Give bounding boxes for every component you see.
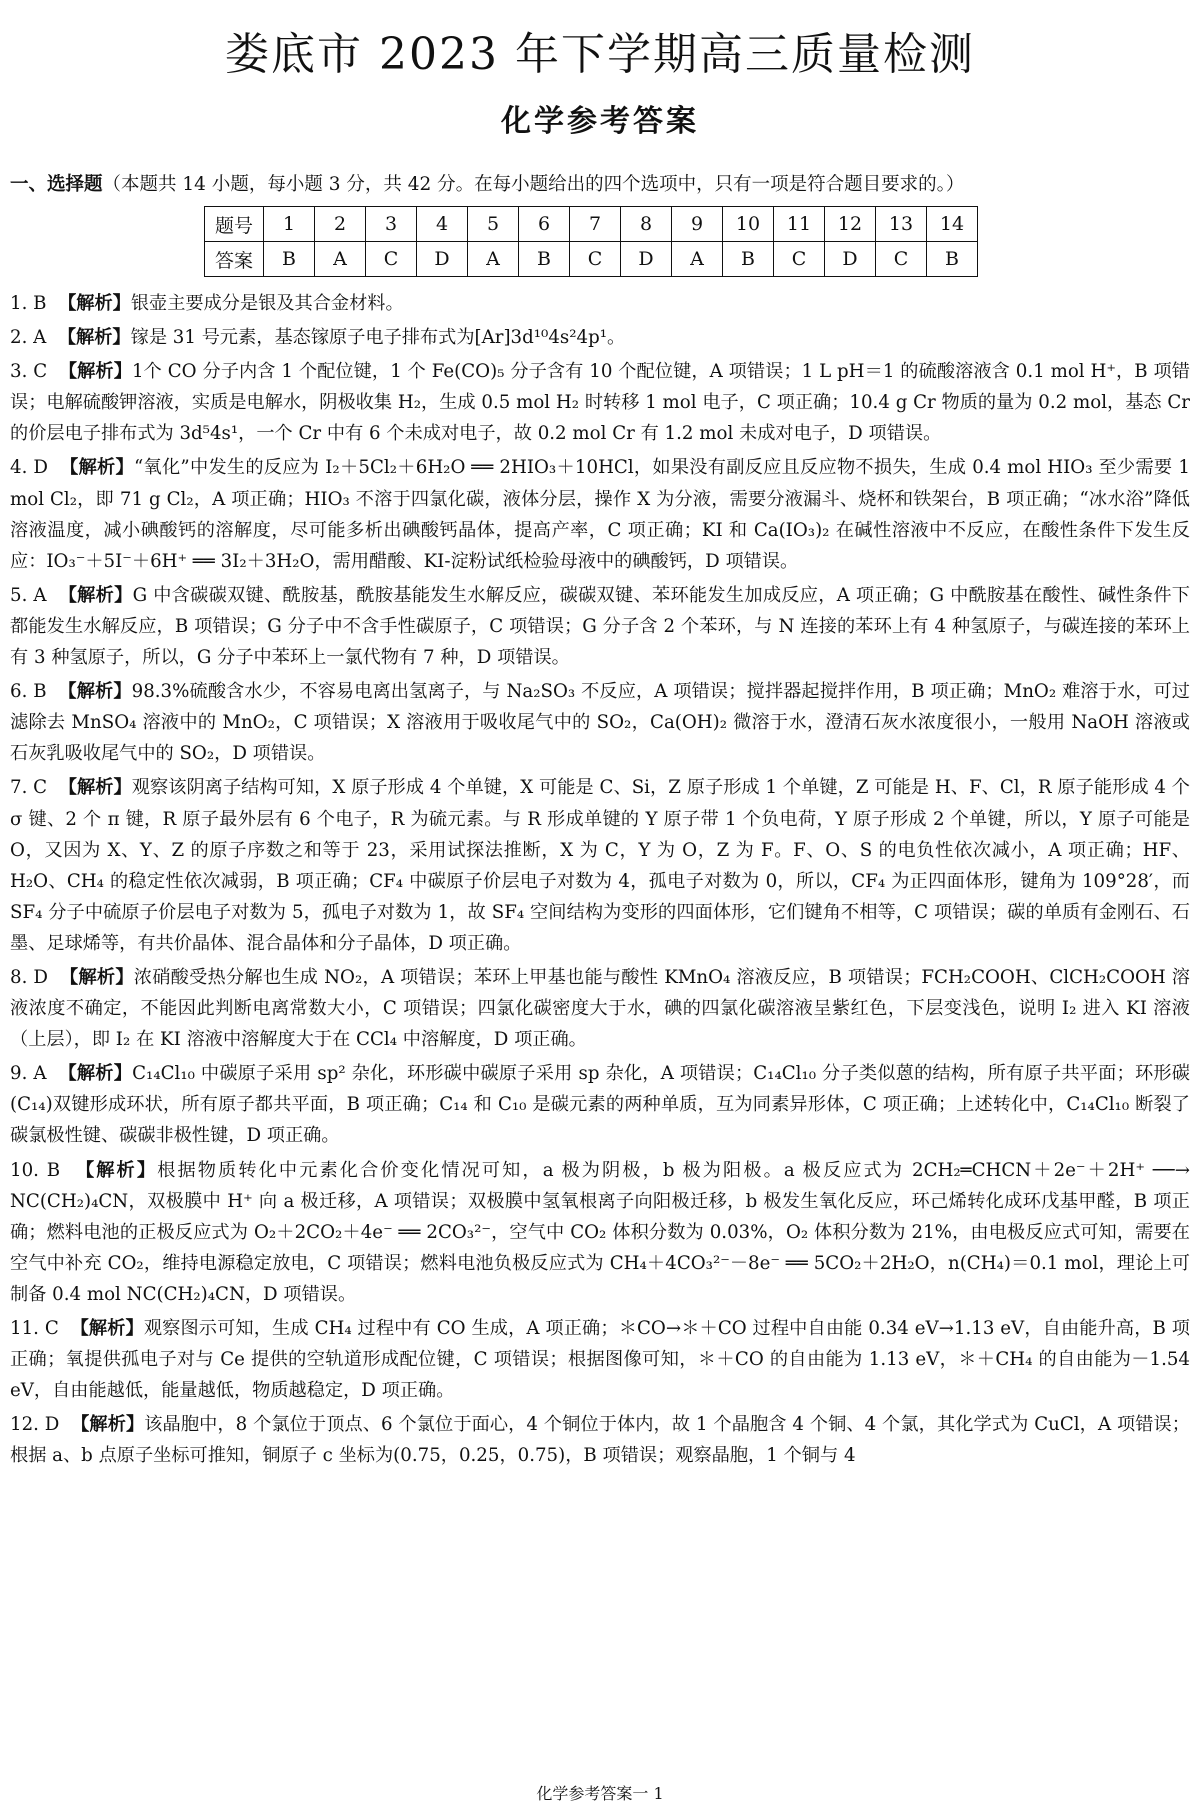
answer-letter: C xyxy=(366,242,417,277)
explanation-item xyxy=(10,962,1190,1055)
item-answer: 8. D xyxy=(10,966,48,988)
answer-letter: D xyxy=(825,242,876,277)
question-number: 5 xyxy=(468,207,519,242)
item-answer: 5. A xyxy=(10,584,47,606)
section-heading xyxy=(10,170,1190,196)
item-text: 根据物质转化中元素化合价变化情况可知，a 极为阴极，b 极为阳极。a 极反应式为 2CH₂═CHCN＋2e⁻＋2H⁺ ──→ NC(CH₂)₄CN，双极膜中 H⁺ 向 a 极迁移，A 项错误；双极膜中氢氧根离子向阳极迁移，b 极发生氧化反应，环己烯转化成环戊基甲醛，B 项正确；燃料电池的正极反应式为 O₂＋2CO₂＋4e⁻ ══ 2CO₃²⁻，空气中 CO₂ 体积分数为 0.03%，O₂ 体积分数为 21%，由电极反应式可知，需要在空气中补充 CO₂，维持电源稳定放电，C 项错误；燃料电池负极反应式为 CH₄＋4CO₃²⁻－8e⁻ ══ 5CO₂＋2H₂O，n(CH₄)＝0.1 mol，理论上可制备 0.4 mol NC(CH₂)₄CN，D 项错误。 xyxy=(10,1159,1190,1305)
item-answer: 7. C xyxy=(10,777,48,799)
question-number: 8 xyxy=(621,207,672,242)
analysis-tag: 【解析】 xyxy=(60,457,134,479)
item-text: 银壶主要成分是银及其合金材料。 xyxy=(130,293,404,314)
row-label-number: 题号 xyxy=(205,207,264,242)
item-answer: 2. A xyxy=(10,327,47,349)
analysis-tag: 【解析】 xyxy=(60,966,134,988)
item-text: 观察该阴离子结构可知，X 原子形成 4 个单键，X 可能是 C、Si，Z 原子形成 1 个单键，Z 可能是 H、F、Cl，R 原子能形成 4 个 σ 键、2 个 π 键，R 原子最外层有 6 个电子，R 为硫元素。与 R 形成单键的 Y 原子带 1 个负电荷，Y 原子形成 2 个单键，所以，Y 原子可能是 O，又因为 X、Y、Z 的原子序数之和等于 23，采用试探法推断，X 为 C，Y 为 O，Z 为 F。F、O、S 的电负性依次减小，A 项正确；HF、H₂O、CH₄ 的稳定性依次减弱，B 项正确；CF₄ 中碳原子价层电子对数为 4，孤电子对数为 0，所以，CF₄ 为正四面体形，键角为 109°28′，而 SF₄ 分子中硫原子价层电子对数为 5，孤电子对数为 1，故 SF₄ 空间结构为变形的四面体形，它们键角不相等，C 项错误；碳的单质有金刚石、石墨、足球烯等，有共价晶体、混合晶体和分子晶体，D 项正确。 xyxy=(10,777,1190,954)
question-number: 13 xyxy=(876,207,927,242)
analysis-tag: 【解析】 xyxy=(57,327,131,349)
analysis-tag: 【解析】 xyxy=(58,293,131,314)
question-number: 4 xyxy=(417,207,468,242)
item-answer: 3. C xyxy=(10,361,48,383)
page-subtitle: 化学参考答案 xyxy=(501,104,699,139)
question-number: 3 xyxy=(366,207,417,242)
item-answer: 11. C xyxy=(10,1318,59,1339)
item-text: 该晶胞中，8 个氯位于顶点、6 个氯位于面心，4 个铜位于体内，故 1 个晶胞含 4 个铜、4 个氯，其化学式为 CuCl，A 项错误；根据 a、b 点原子坐标可推知，铜原子 c 坐标为(0.75，0.25，0.75)，B 项错误；观察晶胞，1 个铜与 4 xyxy=(10,1414,1190,1467)
answer-letter: D xyxy=(417,242,468,277)
explanation-item xyxy=(10,580,1190,673)
analysis-tag: 【解析】 xyxy=(58,1063,133,1085)
analysis-tag: 【解析】 xyxy=(70,1318,144,1339)
question-number: 9 xyxy=(672,207,723,242)
item-answer: 9. A xyxy=(10,1063,47,1085)
explanation-item xyxy=(10,772,1190,959)
item-text: “氧化”中发生的反应为 I₂＋5Cl₂＋6H₂O ══ 2HIO₃＋10HCl，如果没有副反应且反应物不损失，生成 0.4 mol HIO₃ 至少需要 1 mol Cl₂，即 71 g Cl₂，A 项正确；HIO₃ 不溶于四氯化碳，液体分层，操作 X 为分液，需要分液漏斗、烧杯和铁架台，B 项正确；“冰水浴”降低溶液温度，减小碘酸钙的溶解度，尽可能多析出碘酸钙晶体，提高产率，C 项正确；KI 和 Ca(IO₃)₂ 在碱性溶液中不反应，在酸性条件下发生反应：IO₃⁻＋5I⁻＋6H⁺ ══ 3I₂＋3H₂O，需用醋酸、KI-淀粉试纸检验母液中的碘酸钙，D 项错误。 xyxy=(10,457,1190,572)
answer-letter: C xyxy=(774,242,825,277)
item-answer: 6. B xyxy=(10,681,47,703)
section-title: 一、选择题 xyxy=(10,174,103,195)
answer-letter: B xyxy=(927,242,978,277)
analysis-tag: 【解析】 xyxy=(58,361,132,383)
item-answer: 10. B xyxy=(10,1159,61,1181)
answer-letter: B xyxy=(264,242,315,277)
item-text: 观察图示可知，生成 CH₄ 过程中有 CO 生成，A 项正确；＊CO→＊＋CO 过程中自由能 0.34 eV→1.13 eV，自由能升高，B 项正确；氧提供孤电子对与 Ce 提供的空轨道形成配位键，C 项错误；根据图像可知，＊＋CO 的自由能为 1.13 eV，＊＋CH₄ 的自由能为－1.54 eV，自由能越低，能量越低，物质越稳定，D 项正确。 xyxy=(10,1318,1190,1402)
answer-letter: C xyxy=(570,242,621,277)
item-text: C₁₄Cl₁₀ 中碳原子采用 sp² 杂化，环形碳中碳原子采用 sp 杂化，A 项错误；C₁₄Cl₁₀ 分子类似蒽的结构，所有原子共平面；环形碳(C₁₄)双键形成环状，所有原子都共平面，B 项正确；C₁₄ 和 C₁₀ 是碳元素的两种单质，互为同素异形体，C 项正确；上述转化中，C₁₄Cl₁₀ 断裂了碳氯极性键、碳碳非极性键，D 项正确。 xyxy=(10,1063,1190,1147)
page-footer: 化学参考答案一 1 xyxy=(536,1784,664,1803)
explanation-item xyxy=(10,356,1190,449)
answer-letter: A xyxy=(315,242,366,277)
question-number: 14 xyxy=(927,207,978,242)
question-number: 10 xyxy=(723,207,774,242)
question-number: 7 xyxy=(570,207,621,242)
analysis-tag: 【解析】 xyxy=(58,777,132,799)
analysis-tag: 【解析】 xyxy=(75,1159,158,1181)
question-number: 1 xyxy=(264,207,315,242)
item-answer: 1. B xyxy=(10,293,47,314)
item-text: 1个 CO 分子内含 1 个配位键，1 个 Fe(CO)₅ 分子含有 10 个配位键，A 项错误；1 L pH＝1 的硫酸溶液含 0.1 mol H⁺，B 项错误；电解硫酸钾溶液，实质是电解水，阴极收集 H₂，生成 0.5 mol H₂ 时转移 1 mol 电子，C 项正确；10.4 g Cr 物质的量为 0.2 mol，基态 Cr 的价层电子排布式为 3d⁵4s¹，一个 Cr 中有 6 个未成对电子，故 0.2 mol Cr 有 1.2 mol 未成对电子，D 项错误。 xyxy=(10,361,1190,445)
item-text: 镓是 31 号元素，基态镓原子电子排布式为[Ar]3d¹⁰4s²4p¹。 xyxy=(130,327,626,349)
section-note: （本题共 14 小题，每小题 3 分，共 42 分。在每小题给出的四个选项中，只有一项是符合题目要求的。） xyxy=(102,174,965,195)
item-text: 浓硝酸受热分解也生成 NO₂，A 项错误；苯环上甲基也能与酸性 KMnO₄ 溶液反应，B 项错误；FCH₂COOH、ClCH₂COOH 溶液浓度不确定，不能因此判断电离常数大小，C 项错误；四氯化碳密度大于水，碘的四氯化碳溶液呈紫红色，下层变浅色，说明 I₂ 进入 KI 溶液（上层），即 I₂ 在 KI 溶液中溶解度大于在 CCl₄ 中溶解度，D 项正确。 xyxy=(10,966,1190,1051)
question-number: 11 xyxy=(774,207,825,242)
answer-letter: B xyxy=(519,242,570,277)
analysis-tag: 【解析】 xyxy=(58,681,132,703)
analysis-tag: 【解析】 xyxy=(58,584,133,606)
page-title: 娄底市 2023 年下学期高三质量检测 xyxy=(225,29,975,80)
item-text: 98.3%硫酸含水少，不容易电离出氢离子，与 Na₂SO₃ 不反应，A 项错误；搅拌器起搅拌作用，B 项正确；MnO₂ 难溶于水，可过滤除去 MnSO₄ 溶液中的 MnO₂，C 项错误；X 溶液用于吸收尾气中的 SO₂，Ca(OH)₂ 微溶于水，澄清石灰水浓度很小，一般用 NaOH 溶液或石灰乳吸收尾气中的 SO₂，D 项错误。 xyxy=(10,681,1190,765)
answer-row xyxy=(205,242,978,277)
answer-letter: B xyxy=(723,242,774,277)
answer-letter: C xyxy=(876,242,927,277)
question-number: 6 xyxy=(519,207,570,242)
explanation-item xyxy=(10,322,1190,353)
answer-letter: D xyxy=(621,242,672,277)
answer-letter: A xyxy=(468,242,519,277)
explanation-item xyxy=(10,288,1190,319)
explanation-item xyxy=(10,1313,1190,1406)
explanations xyxy=(10,288,1190,1474)
explanation-item xyxy=(10,1409,1190,1471)
explanation-item xyxy=(10,452,1190,576)
explanation-item xyxy=(10,1058,1190,1151)
question-number: 12 xyxy=(825,207,876,242)
explanation-item xyxy=(10,676,1190,769)
analysis-tag: 【解析】 xyxy=(71,1414,145,1436)
answer-table xyxy=(204,206,978,277)
answer-letter: A xyxy=(672,242,723,277)
item-answer: 4. D xyxy=(10,457,48,479)
question-number-row xyxy=(205,207,978,242)
question-number: 2 xyxy=(315,207,366,242)
item-text: G 中含碳碳双键、酰胺基，酰胺基能发生水解反应，碳碳双键、苯环能发生加成反应，A 项正确；G 中酰胺基在酸性、碱性条件下都能发生水解反应，B 项错误；G 分子中不含手性碳原子，C 项错误；G 分子含 2 个苯环，与 N 连接的苯环上有 4 种氢原子，与碳连接的苯环上有 3 种氢原子，所以，G 分子中苯环上一氯代物有 7 种，D 项错误。 xyxy=(10,584,1190,669)
row-label-answer: 答案 xyxy=(205,242,264,277)
explanation-item xyxy=(10,1155,1190,1310)
item-answer: 12. D xyxy=(10,1414,60,1436)
